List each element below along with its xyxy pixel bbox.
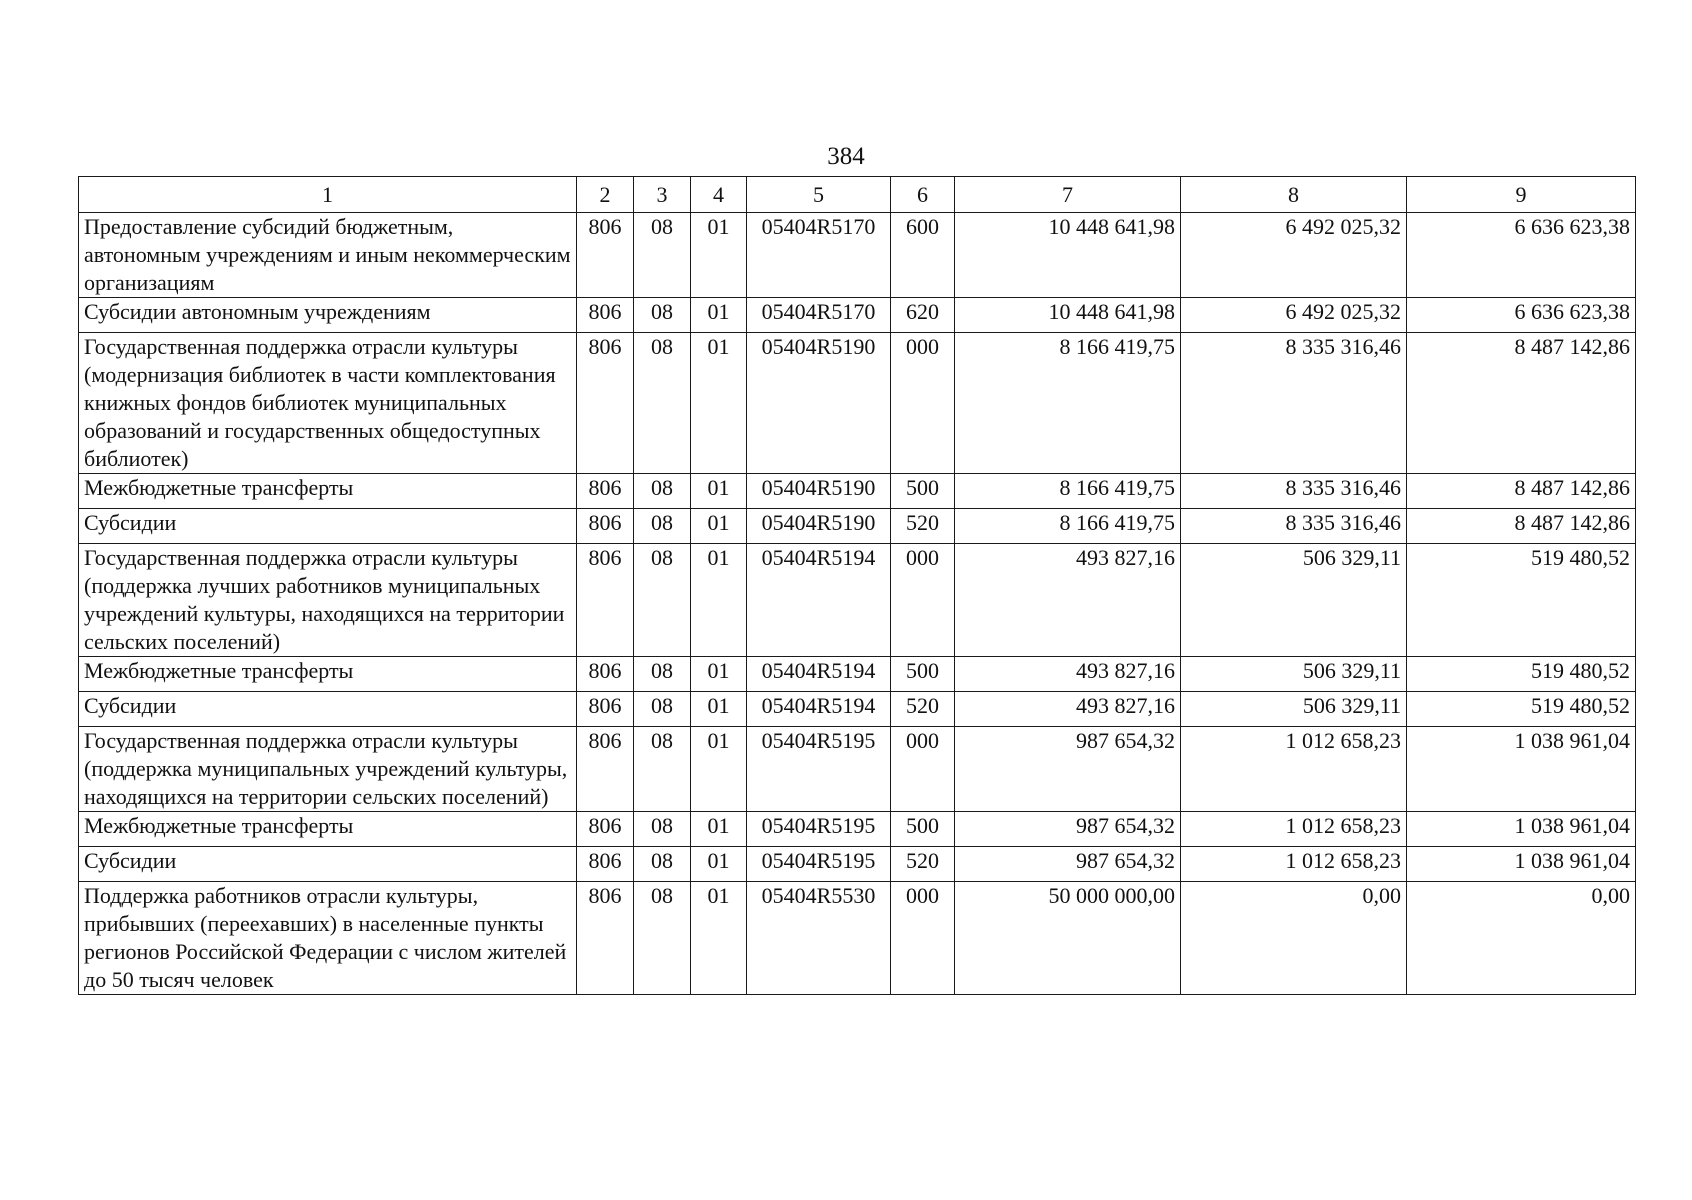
row-name: Межбюджетные трансферты (79, 657, 577, 692)
row-amount-8: 506 329,11 (1181, 692, 1407, 727)
row-code-5: 05404R5530 (747, 882, 891, 995)
table-row (79, 812, 1636, 847)
row-amount-7: 8 166 419,75 (955, 333, 1181, 474)
row-name: Межбюджетные трансферты (79, 474, 577, 509)
row-amount-8: 8 335 316,46 (1181, 509, 1407, 544)
row-amount-8: 0,00 (1181, 882, 1407, 995)
row-amount-9: 519 480,52 (1407, 692, 1636, 727)
table-row (79, 657, 1636, 692)
row-code-5: 05404R5195 (747, 727, 891, 812)
row-code-2: 806 (577, 727, 634, 812)
row-code-3: 08 (634, 298, 691, 333)
row-amount-9: 0,00 (1407, 882, 1636, 995)
row-code-2: 806 (577, 692, 634, 727)
row-code-6: 500 (891, 812, 955, 847)
header-col-9: 9 (1407, 177, 1636, 213)
row-amount-9: 8 487 142,86 (1407, 333, 1636, 474)
row-code-3: 08 (634, 727, 691, 812)
row-code-4: 01 (691, 213, 747, 298)
row-code-2: 806 (577, 298, 634, 333)
row-code-4: 01 (691, 474, 747, 509)
table-row (79, 882, 1636, 995)
row-code-3: 08 (634, 509, 691, 544)
row-code-4: 01 (691, 657, 747, 692)
row-code-2: 806 (577, 509, 634, 544)
row-name: Государственная поддержка отрасли культуры (модернизация библиотек в части комплектования книжных фондов библиотек муниципальных образований и государственных общедоступных библиотек) (79, 333, 577, 474)
row-amount-7: 8 166 419,75 (955, 474, 1181, 509)
row-code-6: 520 (891, 509, 955, 544)
row-code-5: 05404R5190 (747, 333, 891, 474)
row-code-6: 500 (891, 657, 955, 692)
row-name: Субсидии автономным учреждениям (79, 298, 577, 333)
row-code-3: 08 (634, 213, 691, 298)
row-amount-7: 987 654,32 (955, 727, 1181, 812)
row-name: Предоставление субсидий бюджетным, автономным учреждениям и иным некоммерческим организациям (79, 213, 577, 298)
row-name: Межбюджетные трансферты (79, 812, 577, 847)
table-row (79, 474, 1636, 509)
row-amount-9: 1 038 961,04 (1407, 847, 1636, 882)
header-col-4: 4 (691, 177, 747, 213)
row-name: Субсидии (79, 847, 577, 882)
row-code-3: 08 (634, 812, 691, 847)
budget-table (78, 176, 1636, 995)
row-amount-9: 8 487 142,86 (1407, 509, 1636, 544)
row-name: Государственная поддержка отрасли культуры (поддержка муниципальных учреждений культуры, находящихся на территории сельских поселений) (79, 727, 577, 812)
row-code-5: 05404R5194 (747, 544, 891, 657)
row-code-3: 08 (634, 882, 691, 995)
row-code-2: 806 (577, 333, 634, 474)
row-code-4: 01 (691, 333, 747, 474)
row-amount-8: 8 335 316,46 (1181, 474, 1407, 509)
row-code-2: 806 (577, 812, 634, 847)
header-row (79, 177, 1636, 213)
row-amount-9: 519 480,52 (1407, 544, 1636, 657)
row-amount-7: 50 000 000,00 (955, 882, 1181, 995)
table-row (79, 213, 1636, 298)
row-code-2: 806 (577, 847, 634, 882)
row-code-3: 08 (634, 544, 691, 657)
row-code-5: 05404R5195 (747, 847, 891, 882)
row-amount-7: 987 654,32 (955, 847, 1181, 882)
row-code-4: 01 (691, 727, 747, 812)
table-row (79, 727, 1636, 812)
row-code-4: 01 (691, 544, 747, 657)
row-amount-8: 506 329,11 (1181, 657, 1407, 692)
row-code-3: 08 (634, 657, 691, 692)
row-code-5: 05404R5170 (747, 213, 891, 298)
header-col-2: 2 (577, 177, 634, 213)
table-row (79, 544, 1636, 657)
row-amount-8: 1 012 658,23 (1181, 847, 1407, 882)
row-code-6: 000 (891, 333, 955, 474)
header-col-6: 6 (891, 177, 955, 213)
row-amount-8: 506 329,11 (1181, 544, 1407, 657)
row-code-6: 520 (891, 847, 955, 882)
row-amount-9: 6 636 623,38 (1407, 298, 1636, 333)
row-code-4: 01 (691, 509, 747, 544)
header-col-5: 5 (747, 177, 891, 213)
row-amount-7: 493 827,16 (955, 692, 1181, 727)
row-code-3: 08 (634, 474, 691, 509)
row-amount-9: 6 636 623,38 (1407, 213, 1636, 298)
row-amount-9: 1 038 961,04 (1407, 727, 1636, 812)
header-col-8: 8 (1181, 177, 1407, 213)
row-amount-8: 1 012 658,23 (1181, 812, 1407, 847)
row-code-4: 01 (691, 692, 747, 727)
row-code-6: 620 (891, 298, 955, 333)
header-col-1: 1 (79, 177, 577, 213)
row-code-2: 806 (577, 474, 634, 509)
row-code-3: 08 (634, 847, 691, 882)
table-row (79, 298, 1636, 333)
table-row (79, 333, 1636, 474)
header-col-7: 7 (955, 177, 1181, 213)
row-code-5: 05404R5190 (747, 474, 891, 509)
row-code-3: 08 (634, 333, 691, 474)
row-code-2: 806 (577, 544, 634, 657)
row-amount-7: 493 827,16 (955, 657, 1181, 692)
row-name: Государственная поддержка отрасли культуры (поддержка лучших работников муниципальных учреждений культуры, находящихся на территории сельских поселений) (79, 544, 577, 657)
row-code-5: 05404R5190 (747, 509, 891, 544)
row-code-5: 05404R5195 (747, 812, 891, 847)
row-amount-7: 10 448 641,98 (955, 298, 1181, 333)
page-number: 384 (827, 143, 865, 170)
row-code-4: 01 (691, 812, 747, 847)
row-code-6: 000 (891, 727, 955, 812)
row-code-6: 520 (891, 692, 955, 727)
row-amount-8: 6 492 025,32 (1181, 298, 1407, 333)
row-code-6: 000 (891, 544, 955, 657)
row-code-2: 806 (577, 882, 634, 995)
row-amount-7: 10 448 641,98 (955, 213, 1181, 298)
row-code-2: 806 (577, 657, 634, 692)
row-amount-7: 8 166 419,75 (955, 509, 1181, 544)
table-row (79, 847, 1636, 882)
row-name: Субсидии (79, 509, 577, 544)
header-col-3: 3 (634, 177, 691, 213)
row-amount-8: 6 492 025,32 (1181, 213, 1407, 298)
row-name: Поддержка работников отрасли культуры, прибывших (переехавших) в населенные пункты регионов Российской Федерации с числом жителей до 50 тысяч человек (79, 882, 577, 995)
table-row (79, 509, 1636, 544)
table-row (79, 692, 1636, 727)
row-code-3: 08 (634, 692, 691, 727)
row-amount-9: 1 038 961,04 (1407, 812, 1636, 847)
row-name: Субсидии (79, 692, 577, 727)
row-amount-9: 519 480,52 (1407, 657, 1636, 692)
row-amount-9: 8 487 142,86 (1407, 474, 1636, 509)
row-code-6: 500 (891, 474, 955, 509)
row-amount-8: 8 335 316,46 (1181, 333, 1407, 474)
row-code-4: 01 (691, 847, 747, 882)
row-code-5: 05404R5194 (747, 692, 891, 727)
row-code-5: 05404R5194 (747, 657, 891, 692)
row-code-4: 01 (691, 882, 747, 995)
row-code-4: 01 (691, 298, 747, 333)
row-amount-8: 1 012 658,23 (1181, 727, 1407, 812)
row-amount-7: 987 654,32 (955, 812, 1181, 847)
row-amount-7: 493 827,16 (955, 544, 1181, 657)
row-code-6: 600 (891, 213, 955, 298)
row-code-2: 806 (577, 213, 634, 298)
row-code-5: 05404R5170 (747, 298, 891, 333)
row-code-6: 000 (891, 882, 955, 995)
